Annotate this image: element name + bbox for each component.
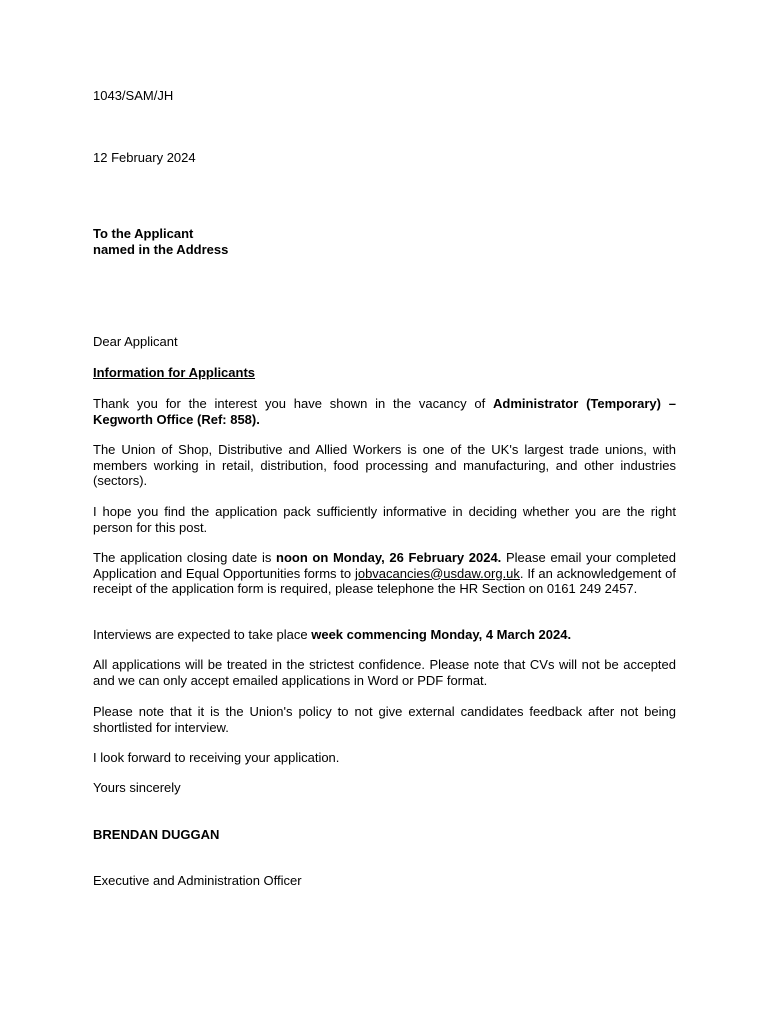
paragraph-feedback-policy: Please note that it is the Union's policy to not give external candidates feedback after not being shortlisted for interview. [93,704,676,735]
addressee-line-1: To the Applicant [93,226,194,241]
addressee-line-2: named in the Address [93,241,229,257]
signatory-title: Executive and Administration Officer [93,873,302,888]
signatory-name: BRENDAN DUGGAN [93,827,220,842]
vacancy-intro: Thank you for the interest you have shown in the vacancy of [93,396,494,411]
paragraph-interviews [93,627,676,643]
reference-line: 1043/SAM/JH [93,88,174,103]
paragraph-pack: I hope you find the application pack sufficiently informative in deciding whether you are the right person for this post. [93,504,676,535]
letter-date: 12 February 2024 [93,150,196,165]
salutation: Dear Applicant [93,334,178,349]
paragraph-vacancy [93,396,676,427]
closing-date-contact: . If an acknowledgement of receipt of the application form is required, please telephone the HR Section on 0161 249 2457. [93,565,677,596]
closing-date-intro: The application closing date is [93,550,276,565]
interview-date: week commencing Monday, 4 March 2024. [311,627,572,642]
letter-heading [93,365,676,381]
paragraph-union: The Union of Shop, Distributive and Allied Workers is one of the UK's largest trade unions, with members working in retail, distribution, food processing and manufacturing, and other industries (sectors). [93,442,676,488]
addressee-block [93,226,676,257]
interviews-intro: Interviews are expected to take place [93,627,312,642]
email-link[interactable]: jobvacancies@usdaw.org.uk [354,565,520,581]
paragraph-closing-date [93,550,676,597]
paragraph-confidentiality: All applications will be treated in the strictest confidence. Please note that CVs will not be accepted and we can only accept emailed applications in Word or PDF format. [93,657,676,688]
heading-text: Information for Applicants [93,365,256,380]
paragraph-look-forward: I look forward to receiving your application. [93,750,340,765]
closing-date-instructions: Please email your completed Application and Equal Opportunities forms to [93,550,677,581]
closing-phrase: Yours sincerely [93,780,181,795]
closing-date: noon on Monday, 26 February 2024. [276,550,502,565]
vacancy-title: Administrator (Temporary) – Kegworth Office (Ref: 858). [93,396,676,427]
